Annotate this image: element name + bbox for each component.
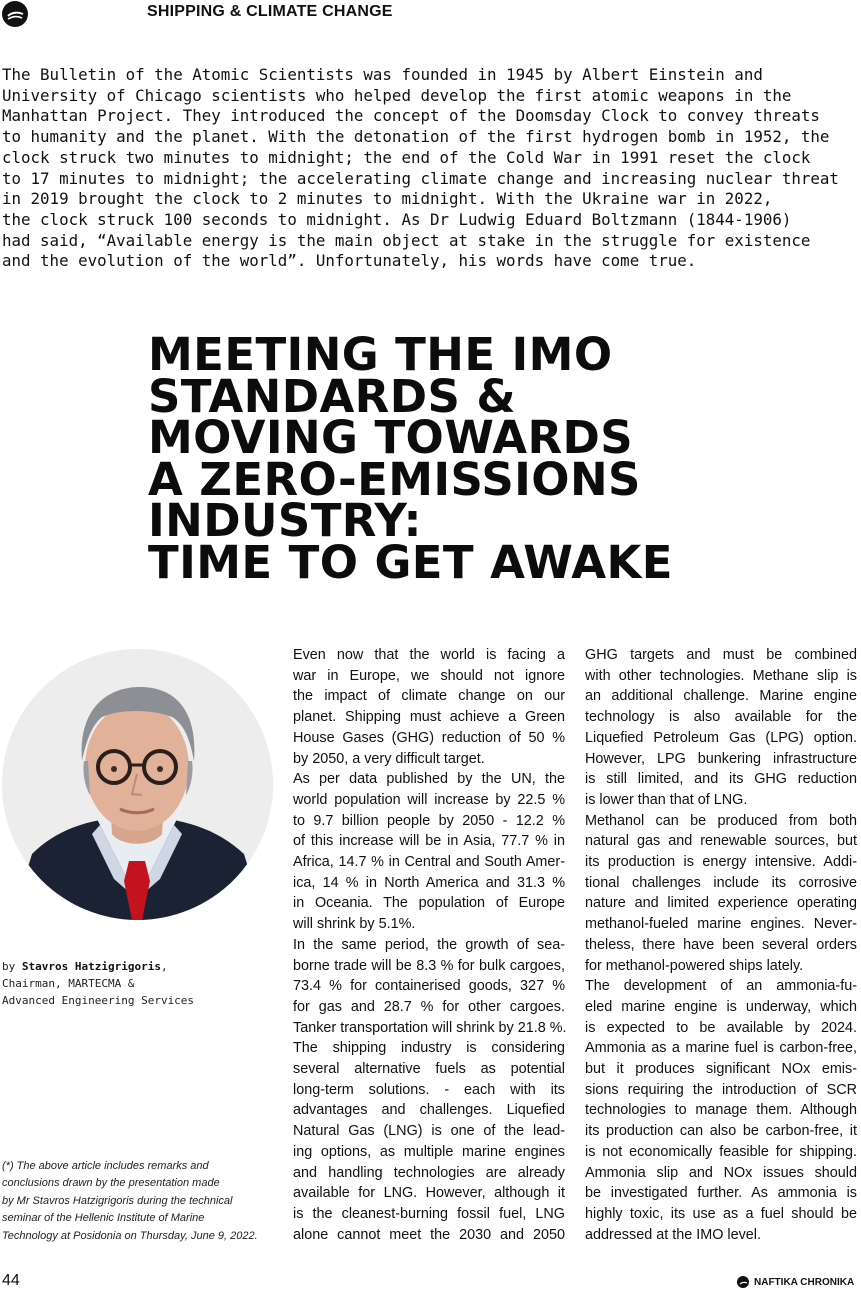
intro-line: The Bulletin of the Atomic Scientists was founded in 1945 by Albert Einstein and: [2, 65, 763, 84]
body-line: for methanol-powered ships lately.: [585, 957, 804, 974]
byline-prefix: by: [2, 960, 22, 973]
body-line: House Gases (GHG) reduction of 50 %: [293, 729, 565, 746]
intro-line: University of Chicago scientists who helped develop the first atomic weapons in the: [2, 85, 792, 105]
footer-brand: NAFTIKA CHRONIKA: [754, 1277, 855, 1288]
body-line: borne trade will be 8.3 % for bulk cargoes,: [293, 957, 565, 974]
body-line: its production can also be carbon-free, it: [585, 1123, 857, 1140]
footnote-line: by Mr Stavros Hatzigrigoris during the technical: [2, 1194, 233, 1207]
page-number: 44: [2, 1272, 20, 1289]
body-line: eled marine engine is underway, which: [585, 998, 857, 1015]
body-line: addressed at the IMO level.: [585, 1226, 761, 1243]
intro-line: clock struck two minutes to midnight; the end of the Cold War in 1991 reset the clock: [2, 147, 811, 167]
body-line: advantages and challenges. Liquefied: [293, 1102, 565, 1119]
body-line: is the cleanest-burning fossil fuel, LNG: [293, 1205, 565, 1222]
body-line: natural gas and renewable sources, but: [585, 833, 857, 850]
headline-line: A ZERO-EMISSIONS: [148, 452, 641, 506]
headline-line: INDUSTRY:: [148, 494, 422, 547]
body-line: However, LPG bunkering infrastructure: [585, 750, 857, 767]
author-title: Chairman, MARTECMA &: [2, 977, 135, 990]
body-line: technology is also available for the: [585, 709, 857, 726]
author-name: Stavros Hatzigrigoris: [21, 960, 161, 973]
body-line: world population will increase by 22.5 %: [293, 791, 565, 808]
footnote-line: (*) The above article includes remarks and: [2, 1160, 209, 1172]
intro-line: the clock struck 100 seconds to midnight. As Dr Ludwig Eduard Boltzmann (1844-1906): [2, 209, 792, 229]
body-line: The shipping industry is considering: [293, 1040, 565, 1057]
body-line: Methanol can be produced from both: [585, 812, 857, 829]
body-line: Natural Gas (LNG) is one of the lead-: [293, 1123, 565, 1140]
body-line: for gas and 28.7 % for other cargoes.: [293, 998, 565, 1015]
body-line: highly toxic, its use as a fuel should be: [585, 1205, 857, 1222]
author-portrait: [2, 649, 273, 920]
body-line: Tanker transportation will shrink by 21.8 %.: [293, 1019, 567, 1036]
body-line: methanol-fueled marine engines. Never-: [585, 916, 857, 933]
body-line: will shrink by 5.1%.: [293, 916, 416, 933]
footnote-line: conclusions drawn by the presentation made: [2, 1177, 220, 1190]
author-company: Advanced Engineering Services: [2, 994, 195, 1007]
body-line: nature and limited experience operating: [585, 895, 857, 912]
body-line: in Oceania. The population of Europe: [293, 895, 565, 912]
body-line: Ammonia slip and NOx issues should: [585, 1164, 857, 1181]
body-line: sions requiring the introduction of SCR: [585, 1081, 857, 1098]
intro-line: in 2019 brought the clock to 2 minutes to midnight. With the Ukraine war in 2022,: [2, 189, 773, 209]
byline-comma: ,: [160, 960, 168, 973]
body-line: theless, there have been several orders: [585, 936, 857, 953]
body-line: In the same period, the growth of sea-: [293, 936, 565, 953]
footnote-line: Technology at Posidonia on Thursday, June 9, 2022.: [2, 1229, 258, 1242]
body-line: As per data published by the UN, the: [293, 771, 565, 788]
body-line: the impact of climate change on our: [293, 688, 565, 705]
body-line: ica, 14 % in North America and 31.3 %: [293, 874, 565, 891]
body-line: alone cannot meet the 2030 and 2050: [293, 1226, 565, 1243]
body-line: with other technologies. Methane slip is: [585, 667, 857, 684]
body-line: tional challenges include its corrosive: [585, 874, 857, 891]
magazine-logo-icon: [2, 1, 28, 27]
body-line: is expected to be available by 2024.: [585, 1019, 857, 1036]
intro-line: had said, “Available energy is the main object at stake in the struggle for existence: [2, 230, 811, 250]
body-line: Even now that the world is facing a: [293, 647, 565, 663]
body-line: available for LNG. However, although it: [293, 1185, 565, 1202]
body-line: 73.4 % for containerised goods, 327 %: [293, 978, 565, 995]
body-line: by 2050, a very difficult target.: [293, 750, 485, 767]
body-line: GHG targets and must be combined: [585, 647, 857, 663]
headline-line: STANDARDS &: [148, 369, 517, 423]
body-line: Liquefied Petroleum Gas (LPG) option.: [585, 729, 857, 746]
body-line: be investigated further. As ammonia is: [585, 1185, 857, 1202]
headline-line: MEETING THE IMO: [148, 328, 613, 381]
body-line: its production is energy intensive. Addi-: [585, 854, 857, 871]
brand-logo-icon: [737, 1276, 749, 1288]
footnote-line: seminar of the Hellenic Institute of Marine: [2, 1212, 205, 1225]
body-line: is not economically feasible for shipping.: [585, 1143, 857, 1160]
body-line: an additional challenge. Marine engine: [585, 688, 857, 705]
body-line: ing options, as multiple marine engines: [293, 1143, 565, 1160]
body-line: The development of an ammonia-fu-: [585, 978, 857, 995]
body-line: is still limited, and its GHG reduction: [585, 771, 857, 788]
section-title: SHIPPING & CLIMATE CHANGE: [147, 3, 393, 20]
body-line: and handling technologies are already: [293, 1164, 565, 1181]
body-column-2: [585, 645, 857, 1245]
body-line: but it produces significant NOx emis-: [585, 1061, 857, 1078]
intro-line: Manhattan Project. They introduced the concept of the Doomsday Clock to convey threats: [2, 106, 820, 126]
body-line: Africa, 14.7 % in Central and South Amer-: [293, 854, 565, 871]
intro-paragraph: [2, 65, 860, 272]
body-line: technologies to manage them. Although: [585, 1102, 857, 1119]
body-line: to 9.7 billion people by 2050 - 12.2 %: [293, 812, 565, 829]
headline-line: MOVING TOWARDS: [148, 411, 634, 464]
body-line: planet. Shipping must achieve a Green: [293, 709, 565, 726]
article-footnote: [2, 1158, 277, 1245]
body-line: several alternative fuels as potential: [293, 1061, 565, 1078]
body-line: of this increase will be in Asia, 77.7 % in: [293, 833, 565, 850]
body-line: war in Europe, we should not ignore: [293, 667, 565, 684]
body-column-1: [293, 645, 565, 1245]
headline-line: TIME TO GET AWAKE: [148, 535, 673, 589]
article-headline: [148, 328, 848, 589]
intro-line: to humanity and the planet. With the detonation of the first hydrogen bomb in 1952, the: [2, 127, 830, 147]
intro-line: and the evolution of the world”. Unfortunately, his words have come true.: [2, 251, 697, 271]
body-line: Ammonia as a marine fuel is carbon-free,: [585, 1040, 857, 1057]
intro-line: to 17 minutes to midnight; the accelerating climate change and increasing nuclear threat: [2, 168, 839, 188]
body-line: is lower than that of LNG.: [585, 791, 748, 808]
body-line: long-term solutions. - each with its: [293, 1081, 565, 1098]
author-byline: [2, 958, 272, 1009]
